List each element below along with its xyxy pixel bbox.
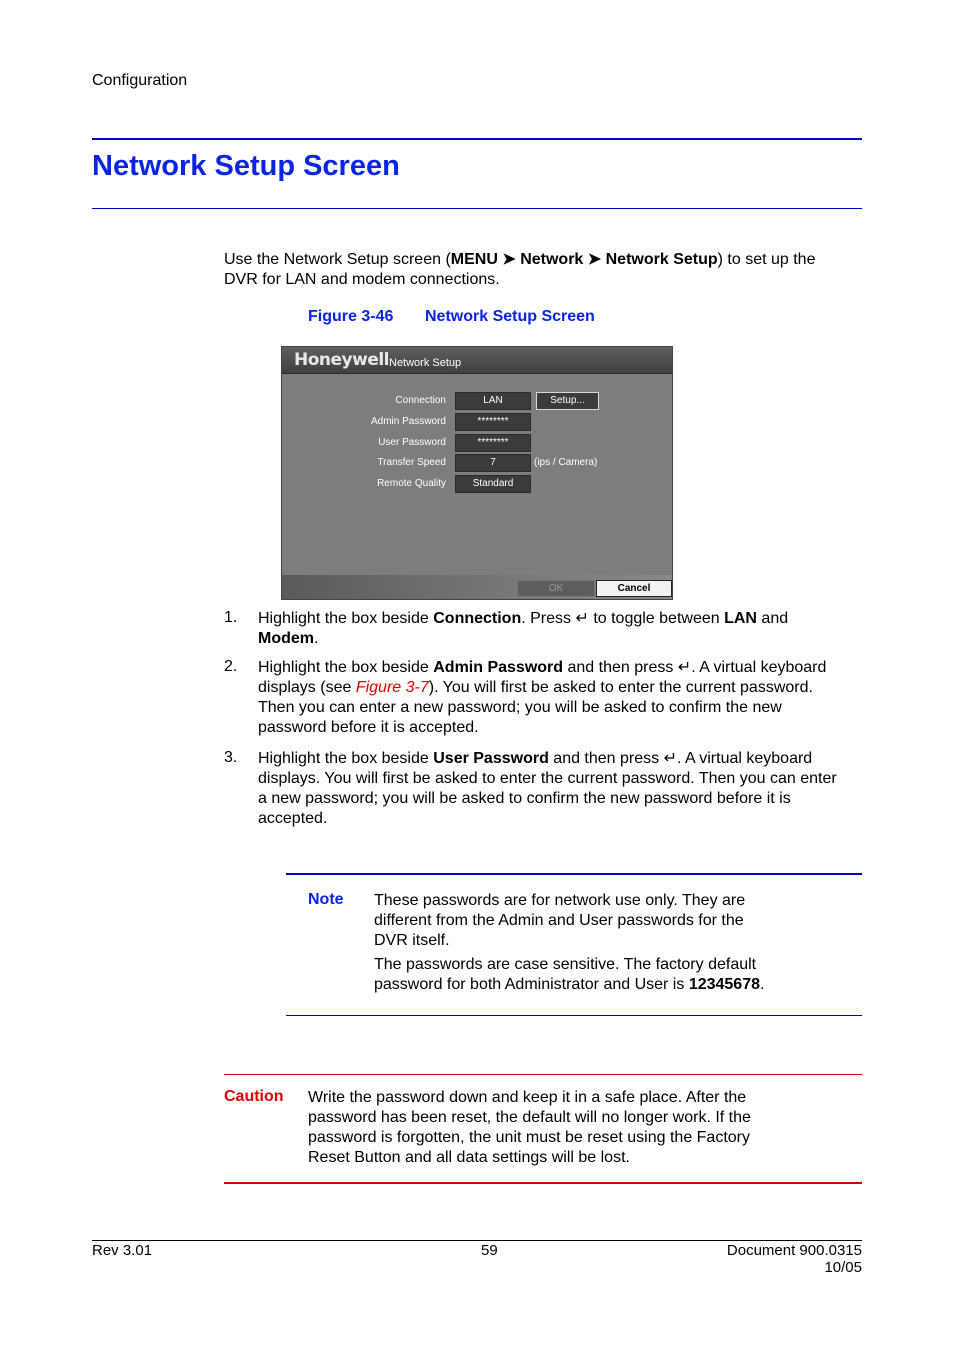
dvr-remote-quality-field[interactable]: Standard bbox=[455, 475, 531, 493]
dvr-setup-button[interactable]: Setup... bbox=[536, 392, 599, 410]
dvr-screen-title: Network Setup bbox=[389, 357, 462, 369]
dvr-label-admin-password: Admin Password bbox=[370, 416, 446, 427]
dvr-connection-field[interactable]: LAN bbox=[455, 392, 531, 410]
footer-revision: Rev 3.01 bbox=[92, 1242, 153, 1259]
dvr-network-setup-screenshot bbox=[281, 346, 673, 600]
dvr-label-connection: Connection bbox=[395, 395, 446, 406]
figure-number: Figure 3-46 bbox=[308, 308, 394, 325]
arrow-icon: ➤ bbox=[587, 251, 602, 268]
caution-bottom-rule bbox=[224, 1182, 862, 1184]
dvr-ok-button[interactable]: OK bbox=[517, 580, 595, 597]
enter-key-icon: ↵ bbox=[663, 750, 677, 767]
dvr-admin-password-field[interactable]: ******** bbox=[455, 413, 531, 431]
footer-page-number: 59 bbox=[481, 1242, 498, 1259]
dvr-label-user-password: User Password bbox=[378, 437, 446, 448]
step-number: 1. bbox=[224, 609, 238, 626]
note-bottom-rule bbox=[286, 1015, 862, 1016]
dvr-label-remote-quality: Remote Quality bbox=[377, 478, 446, 489]
step-text: Highlight the box beside Connection. Press ↵ to toggle between LAN and Modem. bbox=[258, 610, 789, 647]
enter-key-icon: ↵ bbox=[575, 610, 589, 627]
note-label: Note bbox=[308, 891, 344, 908]
dvr-transfer-speed-field[interactable]: 7 bbox=[455, 454, 531, 472]
step-text: Highlight the box beside User Password and then press ↵. A virtual keyboard displays. You will first be asked to enter the current password. Then you can enter a new password; you will be asked to confirm the new password before it is accepted. bbox=[258, 750, 837, 827]
dvr-user-password-field[interactable]: ******** bbox=[455, 434, 531, 452]
step-number: 3. bbox=[224, 749, 238, 766]
footer-rule bbox=[92, 1240, 862, 1241]
step-number: 2. bbox=[224, 658, 238, 675]
dvr-label-transfer-speed: Transfer Speed bbox=[377, 457, 446, 468]
footer-document: Document 900.0315 10/05 bbox=[726, 1242, 862, 1276]
note-top-rule bbox=[286, 873, 862, 875]
dvr-cancel-button[interactable]: Cancel bbox=[596, 580, 672, 597]
caution-text: Write the password down and keep it in a safe place. After the password has been reset, the default will no longer work. If the password is forgotten, the unit must be reset using the Factory Reset Button and all data settings will be lost. bbox=[308, 1089, 751, 1166]
caution-label: Caution bbox=[224, 1088, 284, 1105]
step-text: Highlight the box beside Admin Password and then press ↵. A virtual keyboard displays (see Figure 3-7). You will first be asked to enter the current password. Then you can enter a new password; you will be asked to confirm the new password before it is accepted. bbox=[258, 659, 827, 736]
dvr-titlebar bbox=[282, 347, 672, 374]
running-header: Configuration bbox=[92, 72, 188, 89]
title-bottom-rule bbox=[92, 208, 862, 209]
note-paragraph-2: The passwords are case sensitive. The factory default password for both Administrator and User is 12345678. bbox=[374, 956, 765, 993]
enter-key-icon: ↵ bbox=[677, 659, 692, 676]
arrow-icon: ➤ bbox=[502, 251, 516, 268]
caution-top-rule bbox=[224, 1074, 862, 1075]
figure-caption: Network Setup Screen bbox=[425, 308, 595, 325]
title-top-rule bbox=[92, 138, 862, 140]
figure-link[interactable]: Figure 3-7 bbox=[355, 679, 429, 696]
honeywell-logo: Honeywell bbox=[294, 350, 390, 370]
dvr-speed-unit: (ips / Camera) bbox=[534, 457, 598, 468]
note-paragraph-1: These passwords are for network use only. They are different from the Admin and User passwords for the DVR itself. bbox=[374, 892, 746, 949]
intro-paragraph: Use the Network Setup screen (MENU ➤ Network ➤ Network Setup) to set up the DVR for LAN and modem connections. bbox=[224, 251, 816, 288]
page-title: Network Setup Screen bbox=[92, 150, 400, 182]
